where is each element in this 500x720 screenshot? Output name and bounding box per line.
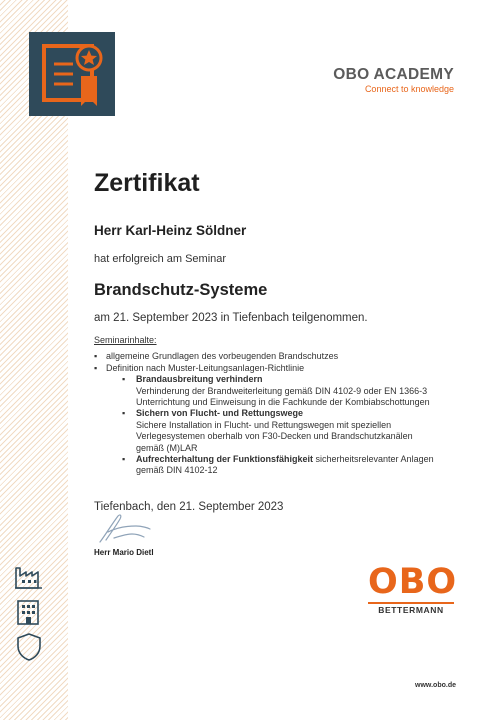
certificate-title: Zertifikat: [94, 169, 200, 197]
list-item: ▪ Definition nach Muster-Leitungsanlagen-Richtlinie: [94, 363, 454, 374]
obo-bettermann-logo: [368, 562, 458, 616]
shield-icon: [14, 632, 44, 662]
list-item: ▪ allgemeine Grundlagen des vorbeugenden Brandschutzes: [94, 351, 454, 362]
sub-list-item: [94, 374, 454, 408]
sub-item-line: gemäß (M)LAR: [136, 442, 198, 453]
recipient-name: Herr Karl-Heinz Söldner: [94, 223, 247, 238]
sub-item-line: Verlegesystemen oberhalb von F30-Decken und Brandschutzkanälen: [136, 431, 413, 442]
factory-icon: [14, 564, 44, 590]
logo-word: OBO: [368, 562, 458, 602]
sub-item-line: gemäß DIN 4102-12: [136, 465, 218, 476]
sub-item-heading: Brandausbreitung verhindern: [136, 374, 263, 385]
contents-label: Seminarinhalte:: [94, 335, 157, 345]
footer-url: www.obo.de: [415, 682, 456, 689]
sub-list-item: [94, 454, 454, 477]
brand-header: [333, 66, 454, 95]
seminar-title: Brandschutz-Systeme: [94, 281, 268, 299]
signer-name: Herr Mario Dietl: [94, 548, 154, 557]
sub-item-line: Unterrichtung und Einweisung in die Fachkunde der Kombiabschottungen: [136, 397, 430, 408]
certificate-ribbon-icon: [29, 32, 115, 116]
sub-item-heading: Aufrechterhaltung der Funktionsfähigkeit: [136, 454, 314, 465]
seminar-contents: [94, 335, 454, 477]
signature-image: [96, 512, 152, 546]
logo-subtitle: BETTERMANN: [378, 605, 444, 615]
place-and-date: Tiefenbach, den 21. September 2023: [94, 501, 284, 513]
brand-name: OBO ACADEMY: [333, 66, 454, 83]
sub-item-line: Sichere Installation in Flucht- und Rettungswegen mit speziellen: [136, 419, 392, 430]
attendance-text: am 21. September 2023 in Tiefenbach teilgenommen.: [94, 312, 368, 324]
brand-tagline: Connect to knowledge: [364, 84, 454, 94]
intro-text: hat erfolgreich am Seminar: [94, 253, 227, 265]
sub-item-text: sicherheitsrelevanter Anlagen: [313, 454, 434, 465]
sub-list-item: [94, 408, 454, 454]
sub-item-line: Verhinderung der Brandweiterleitung gemäß DIN 4102-9 oder EN 1366-3: [136, 385, 428, 396]
sub-item-heading: Sichern von Flucht- und Rettungswege: [136, 408, 304, 419]
office-building-icon: [14, 598, 44, 626]
